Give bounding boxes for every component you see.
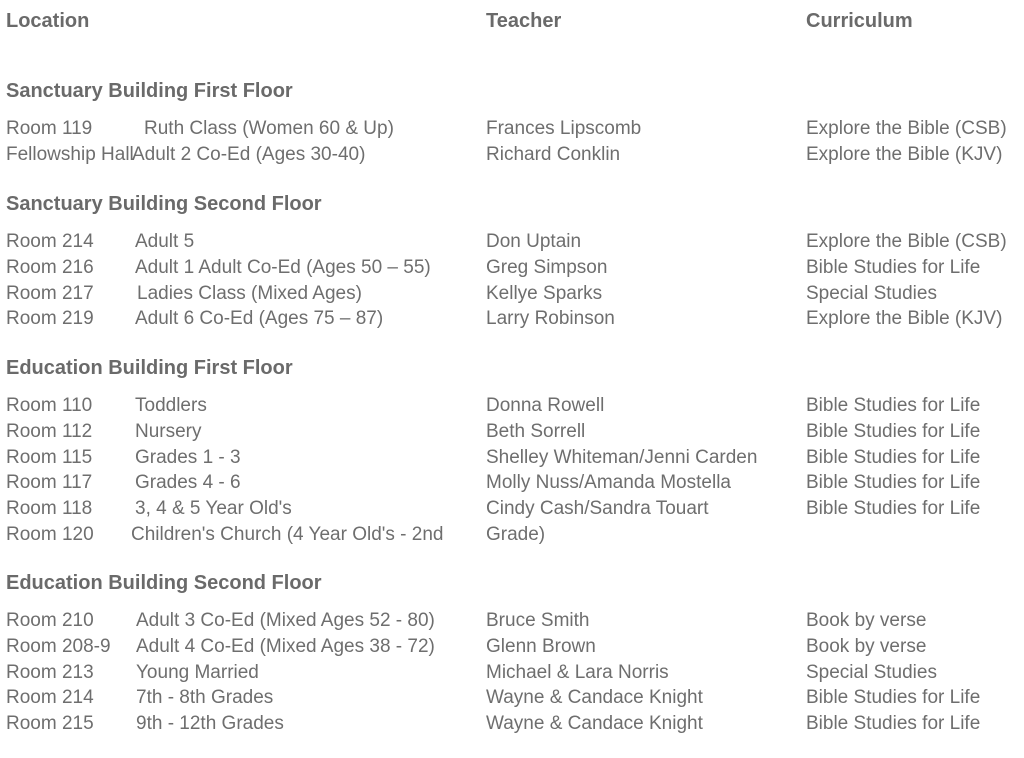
curriculum-cell: Book by verse (806, 635, 927, 657)
table-row (0, 660, 1024, 686)
curriculum-cell: Special Studies (806, 661, 937, 683)
curriculum-cell: Explore the Bible (KJV) (806, 308, 1003, 330)
section-title: Education Building First Floor (6, 357, 293, 379)
teacher-cell: Greg Simpson (486, 256, 608, 278)
curriculum-cell: Bible Studies for Life (806, 420, 981, 442)
teacher-cell: Grade) (486, 524, 546, 545)
class-name-cell: Adult 4 Co-Ed (Mixed Ages 38 - 72) (136, 635, 435, 657)
curriculum-cell: Book by verse (806, 610, 927, 631)
table-row (0, 419, 1024, 445)
curriculum-cell: Bible Studies for Life (806, 472, 981, 494)
class-name-cell: Toddlers (135, 395, 207, 416)
table-row (0, 255, 1024, 281)
class-name-cell: Nursery (135, 420, 202, 442)
class-name-cell: 7th - 8th Grades (136, 687, 274, 709)
room-cell: Room 120 (6, 524, 94, 545)
table-row (0, 281, 1024, 307)
teacher-cell: Kellye Sparks (486, 282, 603, 304)
room-cell: Room 118 (6, 498, 93, 520)
room-cell: Room 215 (6, 713, 94, 735)
teacher-cell: Bruce Smith (486, 610, 590, 631)
teacher-cell: Shelley Whiteman/Jenni Carden (486, 446, 758, 468)
teacher-cell: Richard Conklin (486, 143, 621, 165)
curriculum-cell: Bible Studies for Life (806, 446, 981, 468)
class-name-cell: Adult 2 Co-Ed (Ages 30-40) (132, 143, 366, 165)
table-row (0, 116, 1024, 142)
section-title: Sanctuary Building First Floor (6, 80, 293, 102)
class-name-cell: 9th - 12th Grades (136, 713, 284, 735)
room-cell: Room 213 (6, 661, 94, 683)
teacher-cell: Wayne & Candace Knight (486, 687, 703, 709)
room-cell: Room 112 (6, 420, 93, 442)
curriculum-cell: Bible Studies for Life (806, 713, 981, 735)
curriculum-cell: Bible Studies for Life (806, 498, 981, 520)
class-name-cell: Young Married (136, 661, 259, 683)
class-name-cell: Grades 4 - 6 (135, 472, 241, 494)
class-name-cell: Adult 5 (135, 231, 195, 252)
teacher-column-header: Teacher (486, 10, 562, 32)
teacher-cell: Glenn Brown (486, 635, 596, 657)
room-cell: Room 210 (6, 610, 94, 631)
room-cell: Room 208-9 (6, 635, 111, 657)
curriculum-cell: Explore the Bible (CSB) (806, 118, 1007, 139)
location-column-header: Location (6, 10, 90, 32)
table-row (0, 393, 1024, 419)
table-row (0, 306, 1024, 332)
curriculum-cell: Bible Studies for Life (806, 256, 981, 278)
curriculum-cell: Special Studies (806, 282, 937, 304)
table-row (0, 634, 1024, 660)
teacher-cell: Frances Lipscomb (486, 118, 642, 139)
room-cell: Room 115 (6, 446, 93, 468)
teacher-cell: Michael & Lara Norris (486, 661, 669, 683)
curriculum-cell: Explore the Bible (KJV) (806, 143, 1003, 165)
room-cell: Room 214 (6, 231, 94, 252)
class-name-cell: Adult 3 Co-Ed (Mixed Ages 52 - 80) (136, 610, 435, 631)
table-row (0, 711, 1024, 737)
section-title: Sanctuary Building Second Floor (6, 193, 322, 215)
table-row (0, 142, 1024, 168)
curriculum-column-header: Curriculum (806, 10, 913, 32)
teacher-cell: Donna Rowell (486, 395, 605, 416)
table-row (0, 470, 1024, 496)
room-cell: Fellowship Hall (6, 143, 134, 165)
room-cell: Room 219 (6, 308, 94, 330)
table-row (0, 685, 1024, 711)
table-row (0, 229, 1024, 255)
class-name-cell: Ladies Class (Mixed Ages) (137, 282, 362, 304)
teacher-cell: Larry Robinson (486, 308, 615, 330)
teacher-cell: Beth Sorrell (486, 420, 586, 442)
class-name-cell: Adult 1 Adult Co-Ed (Ages 50 – 55) (135, 256, 431, 278)
section-title: Education Building Second Floor (6, 572, 322, 594)
table-row (0, 522, 1024, 548)
class-name-cell: Adult 6 Co-Ed (Ages 75 – 87) (135, 308, 384, 330)
room-cell: Room 217 (6, 282, 94, 304)
teacher-cell: Wayne & Candace Knight (486, 713, 703, 735)
room-cell: Room 119 (6, 118, 93, 139)
class-name-cell: Grades 1 - 3 (135, 446, 241, 468)
table-row (0, 445, 1024, 471)
room-cell: Room 110 (6, 395, 93, 416)
table-row (0, 608, 1024, 634)
room-cell: Room 214 (6, 687, 94, 709)
curriculum-cell: Bible Studies for Life (806, 395, 981, 416)
class-name-cell: Ruth Class (Women 60 & Up) (144, 118, 394, 139)
teacher-cell: Molly Nuss/Amanda Mostella (486, 472, 731, 494)
curriculum-cell: Bible Studies for Life (806, 687, 981, 709)
room-cell: Room 216 (6, 256, 94, 278)
class-name-cell: 3, 4 & 5 Year Old's (135, 498, 292, 520)
teacher-cell: Don Uptain (486, 231, 582, 252)
room-cell: Room 117 (6, 472, 93, 494)
teacher-cell: Cindy Cash/Sandra Touart (486, 498, 709, 520)
table-row (0, 496, 1024, 522)
class-name-cell: Children's Church (4 Year Old's - 2nd (131, 524, 444, 545)
curriculum-cell: Explore the Bible (CSB) (806, 231, 1007, 252)
